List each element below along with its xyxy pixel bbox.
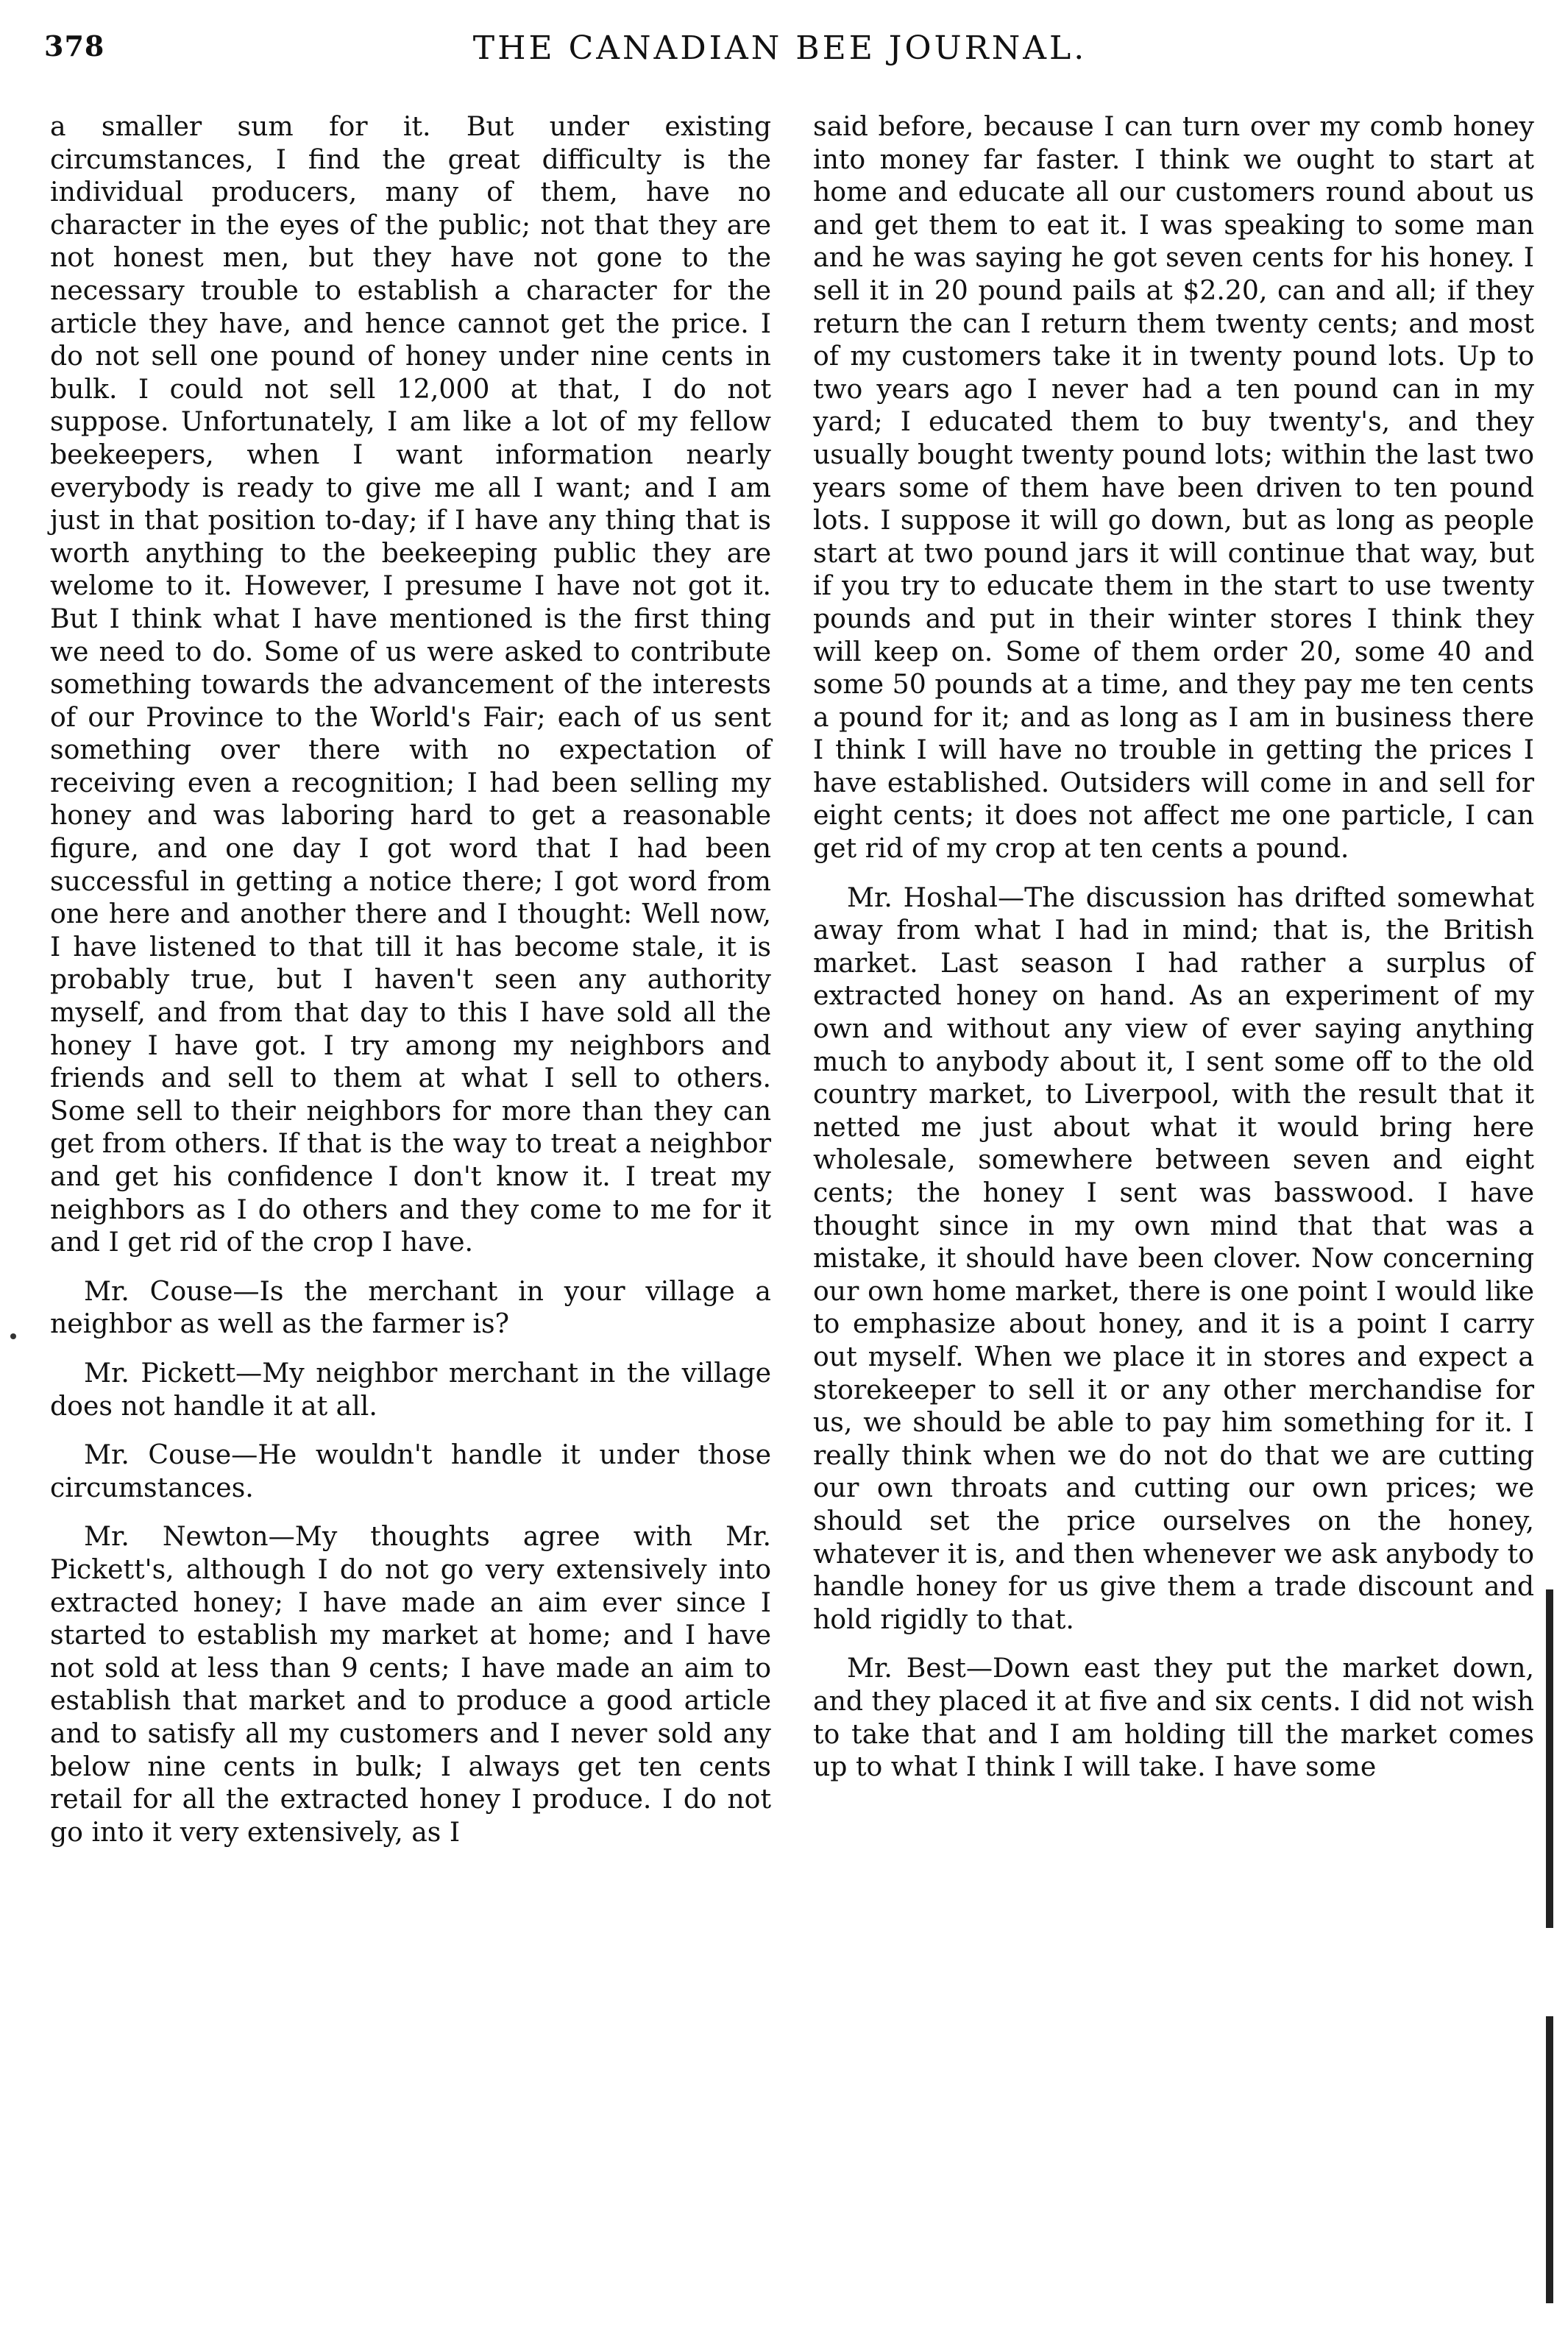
page-edge-shadow xyxy=(1546,1589,1553,1928)
paragraph-continued: a smaller sum for it. But under existing circumstances, I find the great difficulty is the individual producers, many of them, have no character in the eyes of the public; not that they are not honest men, but they have not gone to the necessary trouble to establish a character for the article they have, and hence cannot get the price. I do not sell one pound of honey under nine cents in bulk. I could not sell 12,000 at that, I do not suppose. Unfortunately, I am like a lot of my fellow beekeepers, when I want information nearly everybody is ready to give me all I want; and I am just in that position to-day; if I have any thing that is worth anything to the beekeeping public they are welome to it. However, I presume I have not got it. But I think what I have mentioned is the first thing we need to do. Some of us were asked to contribute something towards the advancement of the interests of our Province to the World's Fair; each of us sent something over there with no expectation of receiving even a recognition; I had been selling my honey and was laboring hard to get a reasonable figure, and one day I got word that I had been successful in getting a notice there; I got word from one here and another there and I thought: Well now, I have listened to that till it has become stale, it is probably true, but I haven't seen any authority myself, and from that day to this I have sold all the honey I have got. I try among my neighbors and friends and sell to them at what I sell to others. Some sell to their neighbors for more than they can get from others. If that is the way to treat a neighbor and get his confidence I don't know it. I treat my neighbors as I do others and they come to me for it and I get rid of the crop I have. xyxy=(50,110,771,1258)
journal-title: THE CANADIAN BEE JOURNAL. xyxy=(472,29,1088,67)
paragraph-pickett-reply: Mr. Pickett—My neighbor merchant in the village does not handle it at all. xyxy=(50,1356,771,1422)
page-header xyxy=(44,29,1516,81)
left-column xyxy=(50,110,771,1865)
paragraph-couse-question: Mr. Couse—Is the merchant in your village a neighbor as well as the farmer is? xyxy=(50,1275,771,1340)
page-edge-shadow xyxy=(1546,2016,1553,2303)
paragraph-best: Mr. Best—Down east they put the market down, and they placed it at five and six cents. I did not wish to take that and I am holding till the market comes up to what I think I will take. I have some xyxy=(813,1652,1534,1783)
paragraph-newton-continued: said before, because I can turn over my comb honey into money far faster. I think we ought to start at home and educate all our customers round about us and get them to eat it. I was speaking to some man and he was saying he got seven cents for his honey. I sell it in 20 pound pails at $2.20, can and all; if they return the can I return them twenty cents; and most of my customers take it in twenty pound lots. Up to two years ago I never had a ten pound can in my yard; I educated them to buy twenty's, and they usually bought twenty pound lots; within the last two years some of them have been driven to ten pound lots. I suppose it will go down, but as long as people start at two pound jars it will continue that way, but if you try to educate them in the start to use twenty pounds and put in their winter stores I think they will keep on. Some of them order 20, some 40 and some 50 pounds at a time, and they pay me ten cents a pound for it; and as long as I am in business there I think I will have no trouble in getting the prices I have established. Outsiders will come in and sell for eight cents; it does not affect me one particle, I can get rid of my crop at ten cents a pound. xyxy=(813,110,1534,865)
page-number: 378 xyxy=(44,29,105,63)
margin-speck xyxy=(10,1333,16,1339)
right-column xyxy=(813,110,1534,1800)
paragraph-hoshal: Mr. Hoshal—The discussion has drifted somewhat away from what I had in mind; that is, the British market. Last season I had rather a surplus of extracted honey on hand. As an experiment of my own and without any view of ever saying anything much to anybody about it, I sent some off to the old country market, to Liverpool, with the result that it netted me just about what it would bring here wholesale, somewhere between seven and eight cents; the honey I sent was basswood. I have thought since in my own mind that that was a mistake, it should have been clover. Now concerning our own home market, there is one point I would like to emphasize about honey, and it is a point I carry out myself. When we place it in stores and expect a storekeeper to sell it or any other merchandise for us, we should be able to pay him something for it. I really think when we do not do that we are cutting our own throats and cutting our own prices; we should set the price ourselves on the honey, whatever it is, and then whenever we ask anybody to handle honey for us give them a trade discount and hold rigidly to that. xyxy=(813,881,1534,1635)
paragraph-couse-remark: Mr. Couse—He wouldn't handle it under those circumstances. xyxy=(50,1439,771,1503)
paragraph-newton: Mr. Newton—My thoughts agree with Mr. Pickett's, although I do not go very extensively into extracted honey; I have made an aim ever since I started to establish my market at home; and I have not sold at less than 9 cents; I have made an aim to establish that market and to produce a good article and to satisfy all my customers and I never sold any below nine cents in bulk; I always get ten cents retail for all the extracted honey I produce. I do not go into it very extensively, as I xyxy=(50,1520,771,1848)
